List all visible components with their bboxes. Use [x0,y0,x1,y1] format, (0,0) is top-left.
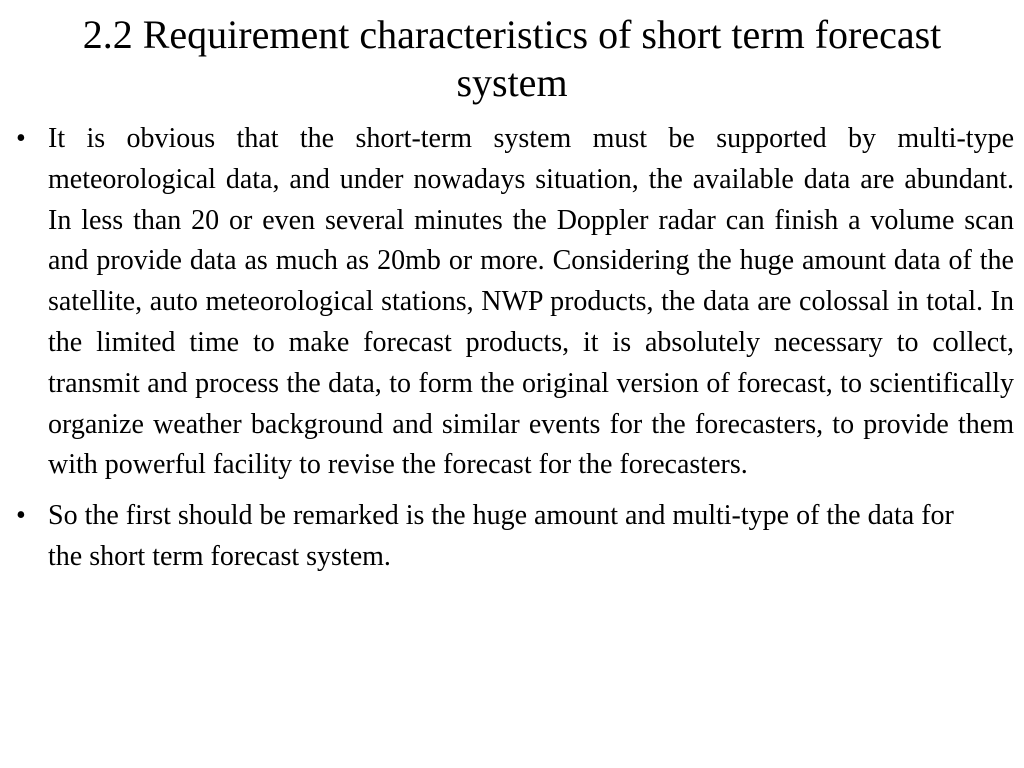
bullet-item [0,496,1024,578]
bullet-marker: • [16,500,26,532]
bullet-list [0,119,1024,588]
slide-title: 2.2 Requirement characteristics of short term forecast system [82,12,942,105]
bullet-text: So the first should be remarked is the huge amount and multi-type of the data for the short term forecast system. [48,500,954,572]
bullet-item [0,119,1024,486]
bullet-marker: • [16,123,26,154]
bullet-text: It is obvious that the short-term system must be supported by multi-type meteorological data, and under nowadays situation, the available data are abundant. In less than 20 or even several minutes the Doppler radar can finish a volume scan and provide data as much as 20mb or more. Considering the huge amount data of the satellite, auto meteorological stations, NWP products, the data are colossal in total. In the limited time to make forecast products, it is absolutely necessary to collect, transmit and process the data, to form the original version of forecast, to scientifically organize weather background and similar events for the forecasters, to provide them with powerful facility to revise the forecast for the forecasters. [48,123,1014,481]
